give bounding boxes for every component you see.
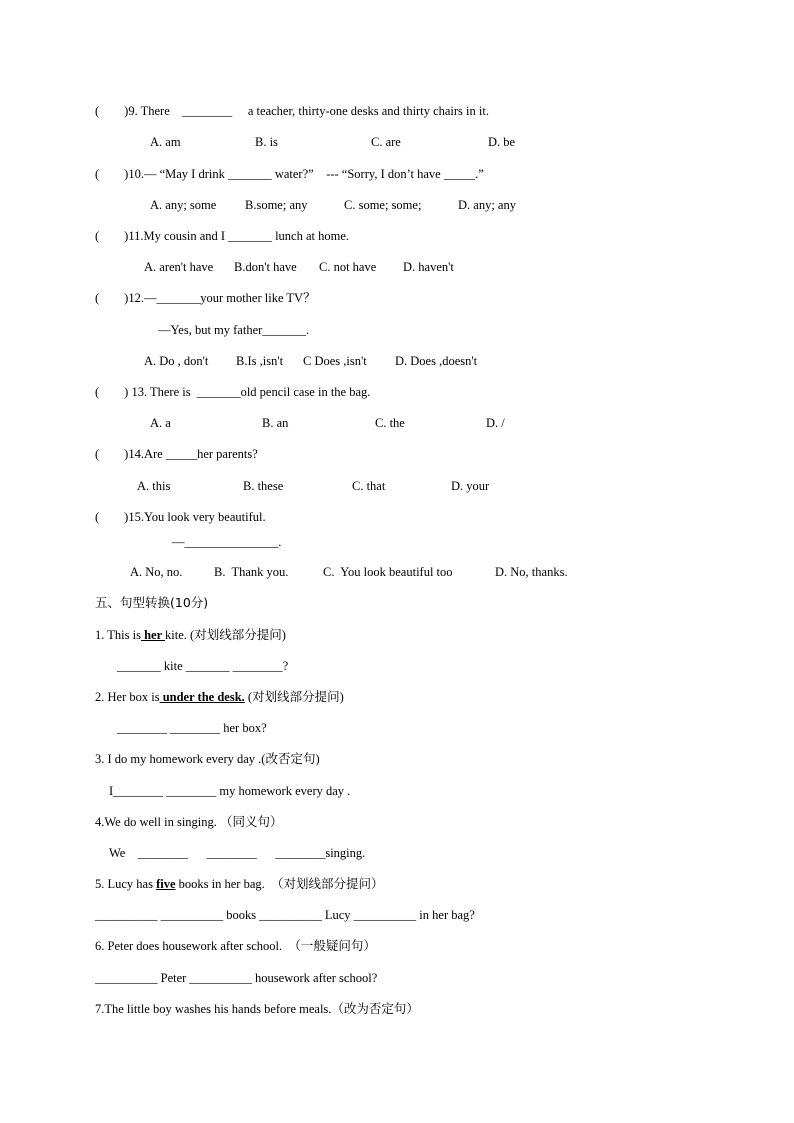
item-5-underlined: five <box>156 877 176 891</box>
q11-option-c: C. not have <box>319 260 377 274</box>
q14-option-c: C. that <box>352 479 386 493</box>
question-10: ( )10.— “May I drink _______ water?” --- “Sorry, I don’t have _____.” <box>95 167 484 181</box>
q14-option-d: D. your <box>451 479 490 493</box>
q9-option-c: C. are <box>371 135 401 149</box>
q10-option-a: A. any; some <box>150 198 217 212</box>
q13-option-c: C. the <box>375 416 405 430</box>
q12-option-b: B.Is ,isn't <box>236 354 284 368</box>
q13-option-b: B. an <box>262 416 289 430</box>
q11-option-a: A. aren't have <box>144 260 214 274</box>
item-5-answer: __________ __________ books __________ Lucy __________ in her bag? <box>95 908 475 922</box>
q12-option-c: C Does ,isn't <box>303 354 367 368</box>
q14-option-a: A. this <box>137 479 171 493</box>
question-15: ( )15.You look very beautiful. <box>95 510 266 524</box>
q13-option-a: A. a <box>150 416 171 430</box>
transform-item-1 <box>95 627 286 643</box>
q10-option-c: C. some; some; <box>344 198 422 212</box>
question-12: ( )12.—_______your mother like TV？ <box>95 291 316 305</box>
item-5-instruction: books in her bag. （对划线部分提问） <box>175 877 384 891</box>
question-13: ( ) 13. There is _______old pencil case in the bag. <box>95 385 371 399</box>
q13-option-d: D. / <box>486 416 505 430</box>
item-3-answer: I________ ________ my homework every day . <box>109 784 351 798</box>
q10-option-b: B.some; any <box>245 198 308 212</box>
item-1-answer: _______ kite _______ ________? <box>117 659 289 673</box>
q12-reply: —Yes, but my father_______. <box>158 323 310 337</box>
item-2-answer: ________ ________ her box? <box>117 721 267 735</box>
question-9: ( )9. There ________ a teacher, thirty-one desks and thirty chairs in it. <box>95 104 489 118</box>
q9-option-d: D. be <box>488 135 516 149</box>
item-2-underlined: under the desk. <box>159 690 245 704</box>
q12-option-d: D. Does ,doesn't <box>395 354 478 368</box>
transform-item-4: 4.We do well in singing. （同义句） <box>95 815 283 829</box>
item-1-instruction: kite. (对划线部分提问) <box>165 628 286 642</box>
transform-item-2 <box>95 689 344 705</box>
item-5-text: 5. Lucy has <box>95 877 157 891</box>
q15-option-b: B. Thank you. <box>214 565 289 579</box>
transform-item-3: 3. I do my homework every day .(改否定句) <box>95 752 320 766</box>
q15-option-c: C. You look beautiful too <box>323 565 453 579</box>
q12-option-a: A. Do , don't <box>144 354 209 368</box>
item-2-instruction: (对划线部分提问) <box>244 690 344 704</box>
q15-option-a: A. No, no. <box>130 565 183 579</box>
section-title: 五、句型转换(10分) <box>95 595 209 610</box>
item-1-text: 1. This is <box>95 628 141 642</box>
q9-option-b: B. is <box>255 135 278 149</box>
item-1-underlined: her <box>140 628 166 642</box>
q10-option-d: D. any; any <box>458 198 516 212</box>
q11-option-d: D. haven't <box>403 260 454 274</box>
q15-option-d: D. No, thanks. <box>495 565 568 579</box>
transform-item-6: 6. Peter does housework after school. （一般疑问句） <box>95 939 376 953</box>
q11-option-b: B.don't have <box>234 260 297 274</box>
q14-option-b: B. these <box>243 479 284 493</box>
item-4-answer: We ________ ________ ________singing. <box>109 846 366 860</box>
transform-item-5 <box>95 876 384 892</box>
q9-option-a: A. am <box>150 135 181 149</box>
q15-reply: —_______________. <box>172 535 282 549</box>
item-6-answer: __________ Peter __________ housework after school? <box>95 971 378 985</box>
transform-item-7: 7.The little boy washes his hands before meals.（改为否定句） <box>95 1002 419 1016</box>
item-2-text: 2. Her box is <box>95 690 160 704</box>
question-14: ( )14.Are _____her parents? <box>95 447 258 461</box>
question-11: ( )11.My cousin and I _______ lunch at home. <box>95 229 350 243</box>
